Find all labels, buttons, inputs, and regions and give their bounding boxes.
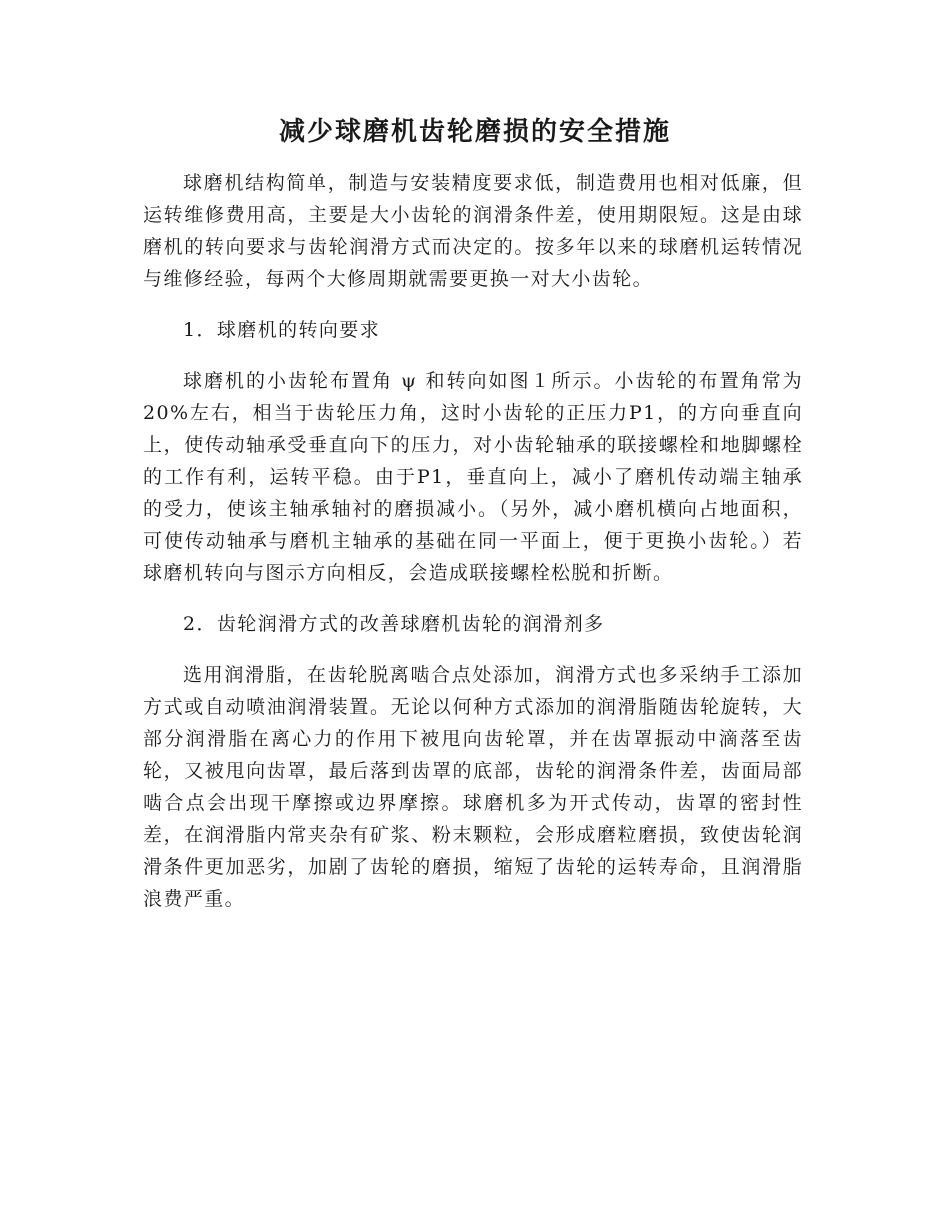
section-1-paragraph: 球磨机的小齿轮布置角 ψ 和转向如图１所示。小齿轮的布置角常为20%左右，相当于齿轮压力角，这时小齿轮的正压力P1，的方向垂直向上，使传动轴承受垂直向下的压力，对小齿轮轴承的联接螺栓和地脚螺栓的工作有利，运转平稳。由于P1，垂直向上，减小了磨机传动端主轴承的受力，使该主轴承轴衬的磨损减小。（另外，减小磨机横向占地面积，可使传动轴承与磨机主轴承的基础在同一平面上，便于更换小齿轮。）若球磨机转向与图示方向相反，会造成联接螺栓松脱和折断。 (143, 370, 803, 584)
document-body (143, 167, 803, 934)
section-2-paragraph: 选用润滑脂，在齿轮脱离啮合点处添加，润滑方式也多采纳手工添加方式或自动喷油润滑装置。无论以何种方式添加的润滑脂随齿轮旋转，大部分润滑脂在离心力的作用下被甩向齿轮罩，并在齿罩振动中滴落至齿轮，又被甩向齿罩，最后落到齿罩的底部，齿轮的润滑条件差，齿面局部啮合点会出现干摩擦或边界摩擦。球磨机多为开式传动，齿罩的密封性差，在润滑脂内常夹杂有矿浆、粉末颗粒，会形成磨粒磨损，致使齿轮润滑条件更加恶劣，加剧了齿轮的磨损，缩短了齿轮的运转寿命，且润滑脂浪费严重。 (143, 664, 803, 910)
intro-paragraph: 球磨机结构简单，制造与安装精度要求低，制造费用也相对低廉，但运转维修费用高，主要是大小齿轮的润滑条件差，使用期限短。这是由球磨机的转向要求与齿轮润滑方式而决定的。按多年以来的球磨机运转情况与维修经验，每两个大修周期就需要更换一对大小齿轮。 (143, 172, 803, 290)
document-title: 减少球磨机齿轮磨损的安全措施 (278, 117, 671, 147)
section-heading-2: 2．齿轮润滑方式的改善球磨机齿轮的润滑剂多 (183, 613, 605, 635)
section-heading-1: 1．球磨机的转向要求 (183, 319, 381, 341)
